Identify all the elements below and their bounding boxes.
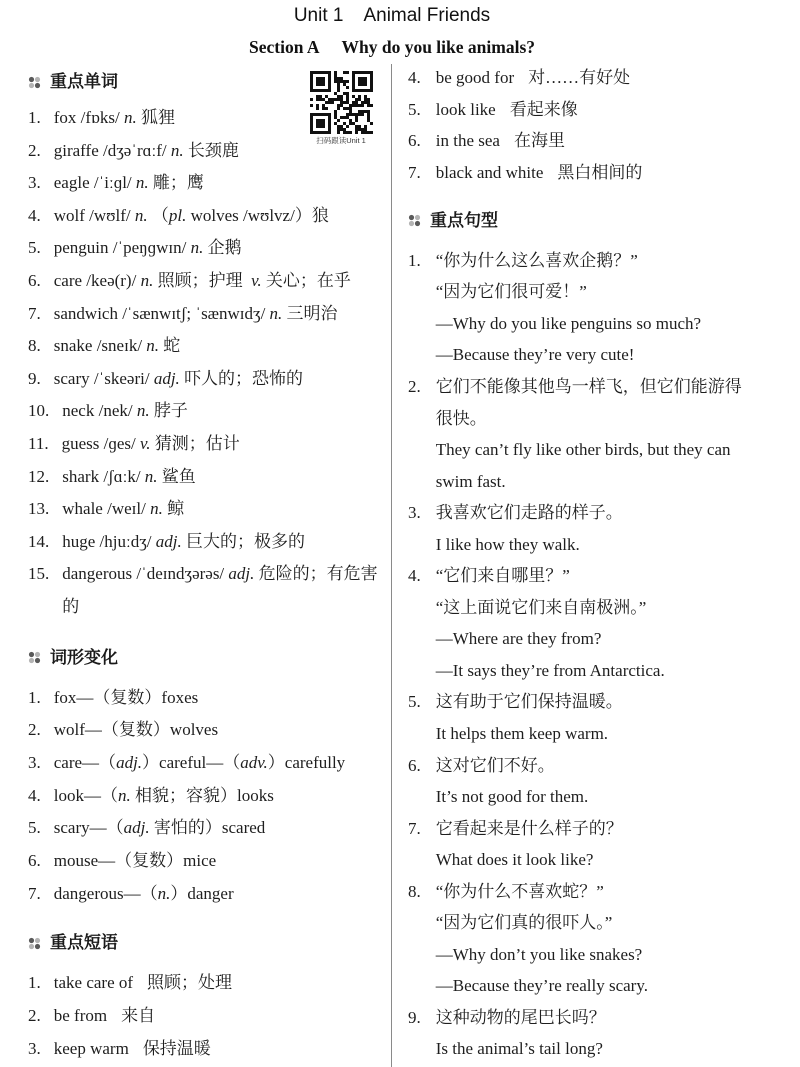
- abbreviation: n.: [117, 785, 131, 805]
- vocab-entry: [54, 167, 378, 200]
- sentence-lines: [436, 245, 753, 371]
- abbreviation: adj.: [153, 368, 180, 388]
- item-number: 9.: [28, 368, 41, 388]
- abbreviation: adj.: [116, 752, 143, 772]
- vocab-item: [28, 363, 378, 396]
- vocab-entry: [54, 200, 378, 233]
- text-segment: whale /weɪl/: [62, 499, 151, 519]
- section-heading-label: 重点句型: [430, 210, 498, 230]
- phrase-entry: [436, 157, 753, 189]
- phrase-english: keep warm: [53, 1038, 129, 1058]
- vocab-item: [28, 167, 378, 200]
- sentence-lines: [436, 497, 753, 560]
- vocab-entry: [62, 428, 378, 461]
- phrase-item: [28, 967, 378, 1000]
- right-column: [408, 62, 753, 1065]
- text-segment: 狐狸: [136, 108, 176, 127]
- text-segment: snake /sneɪk/: [53, 336, 147, 356]
- text-segment: ）careful—（: [142, 752, 241, 772]
- vocab-item: [28, 558, 378, 623]
- phrase-entry: [436, 125, 753, 157]
- text-segment: 长颈鹿: [183, 140, 239, 160]
- sentence-lines: [436, 686, 753, 749]
- section-heading: [0, 35, 784, 59]
- qr-caption: 扫码跟读Unit 1: [316, 136, 366, 145]
- vocab-item: [28, 200, 378, 233]
- text-segment: penguin /ˈpeŋɡwɪn/: [53, 238, 191, 258]
- abbreviation: adv.: [240, 752, 268, 772]
- section-question: Why do you like animals?: [341, 37, 536, 57]
- word-form-item: [28, 812, 378, 845]
- sentence-line: 这对它们不好。: [435, 755, 555, 775]
- item-number: 3.: [28, 752, 41, 772]
- phrase-english: black and white: [435, 163, 544, 183]
- text-segment: ）carefully: [267, 752, 346, 772]
- abbreviation: n.: [124, 108, 137, 127]
- sentence-item: [408, 497, 753, 560]
- item-number: 6.: [28, 270, 41, 290]
- sentence-line: —Because they’re very cute!: [435, 345, 635, 365]
- phrase-english: be good for: [435, 68, 515, 87]
- phrase-english: take care of: [53, 973, 134, 993]
- phrase-entry: [436, 62, 753, 94]
- abbreviation: n.: [136, 401, 150, 421]
- section-heading-word-forms: [28, 642, 378, 674]
- vocab-entry: [54, 232, 378, 265]
- phrase-chinese: 看起来像: [509, 99, 578, 119]
- abbreviation: n.: [146, 336, 160, 356]
- item-number: 5.: [28, 818, 41, 838]
- vocab-item: [28, 232, 378, 265]
- abbreviation: n.: [150, 499, 163, 519]
- item-number: 7.: [28, 883, 41, 903]
- item-number: 4.: [28, 205, 41, 225]
- word-form-item: [28, 682, 378, 715]
- text-segment: （: [147, 205, 169, 225]
- abbreviation: adj.: [123, 818, 150, 838]
- abbreviation: v.: [140, 433, 151, 453]
- sentence-item: [408, 245, 753, 371]
- sentence-item: [408, 876, 753, 1002]
- column-divider: [391, 64, 392, 1067]
- item-number: 1.: [28, 687, 41, 707]
- sentence-line: It’s not good for them.: [435, 787, 589, 807]
- abbreviation: n.: [269, 303, 283, 323]
- text-segment: shark /ʃɑːk/: [62, 466, 145, 486]
- section-heading-phrases: [28, 927, 378, 959]
- abbreviation: v.: [251, 270, 262, 290]
- vocab-item: [28, 461, 378, 494]
- text-segment: wolf /wʊlf/: [53, 205, 135, 225]
- vocabulary-list: [28, 102, 378, 624]
- text-segment: 害怕的）scared: [149, 818, 266, 838]
- word-form-item: [28, 714, 378, 747]
- text-segment: neck /nek/: [62, 401, 137, 421]
- item-number: 2.: [28, 720, 41, 740]
- sentence-item: [408, 750, 753, 813]
- item-number: 4.: [408, 566, 421, 586]
- item-number: 8.: [408, 881, 421, 901]
- phrase-chinese: 保持温暖: [142, 1038, 211, 1058]
- word-form-entry: [54, 747, 378, 780]
- text-segment: scary—（: [53, 818, 124, 838]
- item-number: 15.: [28, 564, 50, 584]
- unit-label: Unit 1: [293, 5, 344, 26]
- section-label: Section A: [248, 37, 320, 57]
- unit-heading: [0, 3, 784, 29]
- sentence-line: 它看起来是什么样子的？: [435, 818, 623, 838]
- text-segment: 巨大的；极多的: [181, 531, 305, 551]
- phrase-chinese: 在海里: [513, 131, 565, 151]
- word-form-entry: [54, 780, 378, 813]
- text-segment: mouse—（复数）mice: [53, 851, 217, 871]
- word-form-entry: [54, 812, 378, 845]
- text-segment: 脖子: [149, 401, 188, 421]
- phrase-chinese: 黑白相间的: [557, 163, 643, 183]
- text-segment: 危险的；有危害的: [62, 564, 378, 616]
- word-form-entry: [54, 845, 378, 878]
- item-number: 1.: [408, 250, 421, 270]
- sentence-line: 它们不能像其他鸟一样飞，但它们能游得很快。: [435, 377, 742, 428]
- phrase-chinese: 照顾；处理: [147, 973, 233, 993]
- section-bullet-icon: [408, 214, 421, 227]
- abbreviation: n.: [170, 140, 184, 160]
- phrases-list-continued: [408, 62, 753, 189]
- sentence-line: 这有助于它们保持温暖。: [435, 692, 623, 712]
- text-segment: 关心；在乎: [261, 270, 351, 290]
- sentence-line: —Why don’t you like snakes?: [435, 944, 643, 964]
- abbreviation: n.: [157, 883, 171, 903]
- item-number: 7.: [28, 303, 41, 323]
- text-segment: care—（: [53, 752, 117, 772]
- phrase-chinese: 来自: [121, 1006, 156, 1026]
- vocab-entry: [62, 493, 378, 526]
- sentence-line: 这种动物的尾巴长吗？: [435, 1007, 606, 1027]
- section-bullet-icon: [28, 76, 41, 89]
- sentence-line: “因为它们真的很吓人。”: [435, 913, 613, 933]
- abbreviation: n.: [140, 270, 154, 290]
- item-number: 2.: [408, 377, 421, 396]
- item-number: 6.: [408, 755, 421, 775]
- phrase-item: [408, 94, 753, 126]
- phrase-entry: [54, 1000, 378, 1033]
- sentence-lines: [436, 876, 753, 1002]
- item-number: 6.: [408, 131, 421, 151]
- section-heading-label: 词形变化: [50, 647, 118, 667]
- qr-code: [309, 71, 373, 145]
- sentence-item: [408, 371, 753, 497]
- item-number: 11.: [28, 433, 49, 453]
- vocab-item: [28, 428, 378, 461]
- vocab-item: [28, 330, 378, 363]
- text-segment: ）danger: [170, 883, 234, 903]
- text-segment: guess /ɡes/: [61, 433, 141, 453]
- vocab-entry: [54, 298, 378, 331]
- text-segment: 雕；鹰: [148, 173, 204, 193]
- sentence-line: —It says they’re from Antarctica.: [435, 660, 665, 680]
- text-segment: 吓人的；恐怖的: [179, 368, 304, 388]
- item-number: 3.: [28, 1038, 41, 1058]
- abbreviation: adj.: [228, 564, 255, 584]
- qr-code-image: [310, 71, 373, 134]
- text-segment: fox—（复数）foxes: [53, 687, 199, 707]
- text-segment: 三明治: [282, 303, 338, 323]
- word-form-item: [28, 878, 378, 911]
- phrase-item: [408, 125, 753, 157]
- vocab-item: [28, 395, 378, 428]
- sentence-item: [408, 560, 753, 686]
- phrase-item: [28, 1000, 378, 1033]
- text-segment: 鲸: [162, 499, 185, 519]
- sentence-lines: [436, 813, 753, 876]
- item-number: 5.: [408, 99, 421, 119]
- item-number: 10.: [28, 401, 50, 421]
- text-segment: giraffe /dʒəˈrɑːf/: [53, 140, 171, 160]
- word-form-entry: [54, 714, 378, 747]
- sentence-line: “它们来自哪里？”: [435, 566, 570, 586]
- text-segment: 蛇: [159, 336, 181, 356]
- section-heading-label: 重点短语: [50, 933, 118, 953]
- section-heading-label: 重点单词: [50, 72, 118, 91]
- text-segment: dangerous—（: [53, 883, 158, 903]
- text-segment: huge /hjuːdʒ/: [62, 531, 156, 551]
- word-form-item: [28, 845, 378, 878]
- text-segment: wolves /wʊlvz/）狼: [186, 205, 329, 225]
- text-segment: 鲨鱼: [157, 466, 196, 486]
- item-number: 2.: [28, 140, 41, 160]
- phrase-item: [28, 1033, 378, 1066]
- item-number: 1.: [28, 973, 41, 993]
- text-segment: wolf—（复数）wolves: [53, 720, 219, 740]
- text-segment: 照顾；护理: [153, 270, 252, 290]
- section-bullet-icon: [28, 651, 41, 664]
- abbreviation: n.: [190, 238, 204, 258]
- text-segment: fox /fɒks/: [53, 108, 125, 127]
- vocab-entry: [54, 330, 378, 363]
- vocab-item: [28, 265, 378, 298]
- abbreviation: pl.: [168, 205, 187, 225]
- word-form-entry: [54, 682, 378, 715]
- item-number: 9.: [408, 1007, 421, 1027]
- item-number: 1.: [28, 108, 41, 127]
- item-number: 13.: [28, 499, 50, 519]
- phrase-english: look like: [435, 99, 496, 119]
- sentence-item: [408, 686, 753, 749]
- item-number: 5.: [408, 692, 421, 712]
- word-forms-list: [28, 682, 378, 911]
- sentence-line: —Where are they from?: [435, 629, 602, 649]
- sentence-line: “你为什么不喜欢蛇？”: [435, 881, 604, 901]
- sentence-lines: [436, 560, 753, 686]
- text-segment: 企鹅: [203, 238, 242, 258]
- item-number: 3.: [408, 503, 421, 523]
- item-number: 4.: [28, 785, 41, 805]
- sentence-line: 我喜欢它们走路的样子。: [435, 503, 623, 523]
- item-number: 8.: [28, 336, 41, 356]
- vocab-entry: [62, 395, 378, 428]
- word-form-entry: [54, 878, 378, 911]
- phrase-item: [408, 157, 753, 189]
- sentence-line: They can’t fly like other birds, but they can swim fast.: [435, 440, 735, 491]
- vocab-item: [28, 298, 378, 331]
- word-form-item: [28, 780, 378, 813]
- sentence-line: Is the animal’s tail long?: [435, 1039, 603, 1059]
- sentence-line: What does it look like?: [435, 850, 594, 870]
- abbreviation: n.: [134, 205, 148, 225]
- sentence-line: —Why do you like penguins so much?: [435, 313, 702, 333]
- word-form-item: [28, 747, 378, 780]
- phrase-chinese: 对……有好处: [528, 68, 631, 87]
- phrase-item: [408, 62, 753, 94]
- section-bullet-icon: [28, 937, 41, 950]
- text-segment: 相貌；容貌）looks: [130, 785, 274, 805]
- sentence-patterns-list: [408, 245, 753, 1065]
- unit-title: Animal Friends: [363, 5, 491, 26]
- sentence-lines: [436, 750, 753, 813]
- sentence-item: [408, 813, 753, 876]
- text-segment: sandwich /ˈsænwɪtʃ; ˈsænwɪdʒ/: [53, 303, 270, 323]
- sentence-lines: [436, 1002, 753, 1065]
- vocab-entry: [54, 265, 378, 298]
- item-number: 6.: [28, 851, 41, 871]
- item-number: 2.: [28, 1006, 41, 1026]
- section-heading-sentences: [408, 205, 753, 237]
- vocab-item: [28, 493, 378, 526]
- abbreviation: adj.: [155, 531, 182, 551]
- phrase-entry: [54, 1033, 378, 1066]
- item-number: 7.: [408, 818, 421, 838]
- sentence-line: It helps them keep warm.: [435, 724, 609, 744]
- phrase-entry: [436, 94, 753, 126]
- sentence-line: —Because they’re really scary.: [435, 976, 648, 996]
- phrase-english: in the sea: [435, 131, 500, 151]
- phrase-english: be from: [53, 1006, 108, 1026]
- text-segment: care /keə(r)/: [53, 270, 141, 290]
- text-segment: eagle /ˈiːɡl/: [53, 173, 136, 193]
- sentence-lines: [436, 371, 753, 497]
- vocab-entry: [62, 461, 378, 494]
- sentence-item: [408, 1002, 753, 1065]
- text-segment: look—（: [53, 785, 118, 805]
- vocab-entry: [54, 363, 378, 396]
- sentence-line: “你为什么这么喜欢企鹅？”: [435, 250, 638, 270]
- vocab-item: [28, 526, 378, 559]
- abbreviation: n.: [135, 173, 149, 193]
- left-column: [28, 66, 378, 1066]
- text-segment: scary /ˈskeəri/: [53, 368, 154, 388]
- phrases-list: [28, 967, 378, 1065]
- text-segment: dangerous /ˈdeɪndʒərəs/: [62, 564, 229, 584]
- sentence-line: “因为它们很可爱！”: [435, 282, 587, 302]
- abbreviation: n.: [144, 466, 158, 486]
- text-segment: 猜测；估计: [150, 433, 240, 453]
- phrase-entry: [54, 967, 378, 1000]
- item-number: 3.: [28, 173, 41, 193]
- vocab-entry: [62, 558, 378, 623]
- item-number: 4.: [408, 68, 421, 87]
- sentence-line: “这上面说它们来自南极洲。”: [435, 597, 647, 617]
- sentence-line: I like how they walk.: [435, 534, 580, 554]
- item-number: 5.: [28, 238, 41, 258]
- item-number: 7.: [408, 163, 421, 183]
- item-number: 12.: [28, 466, 50, 486]
- item-number: 14.: [28, 531, 50, 551]
- vocab-entry: [62, 526, 378, 559]
